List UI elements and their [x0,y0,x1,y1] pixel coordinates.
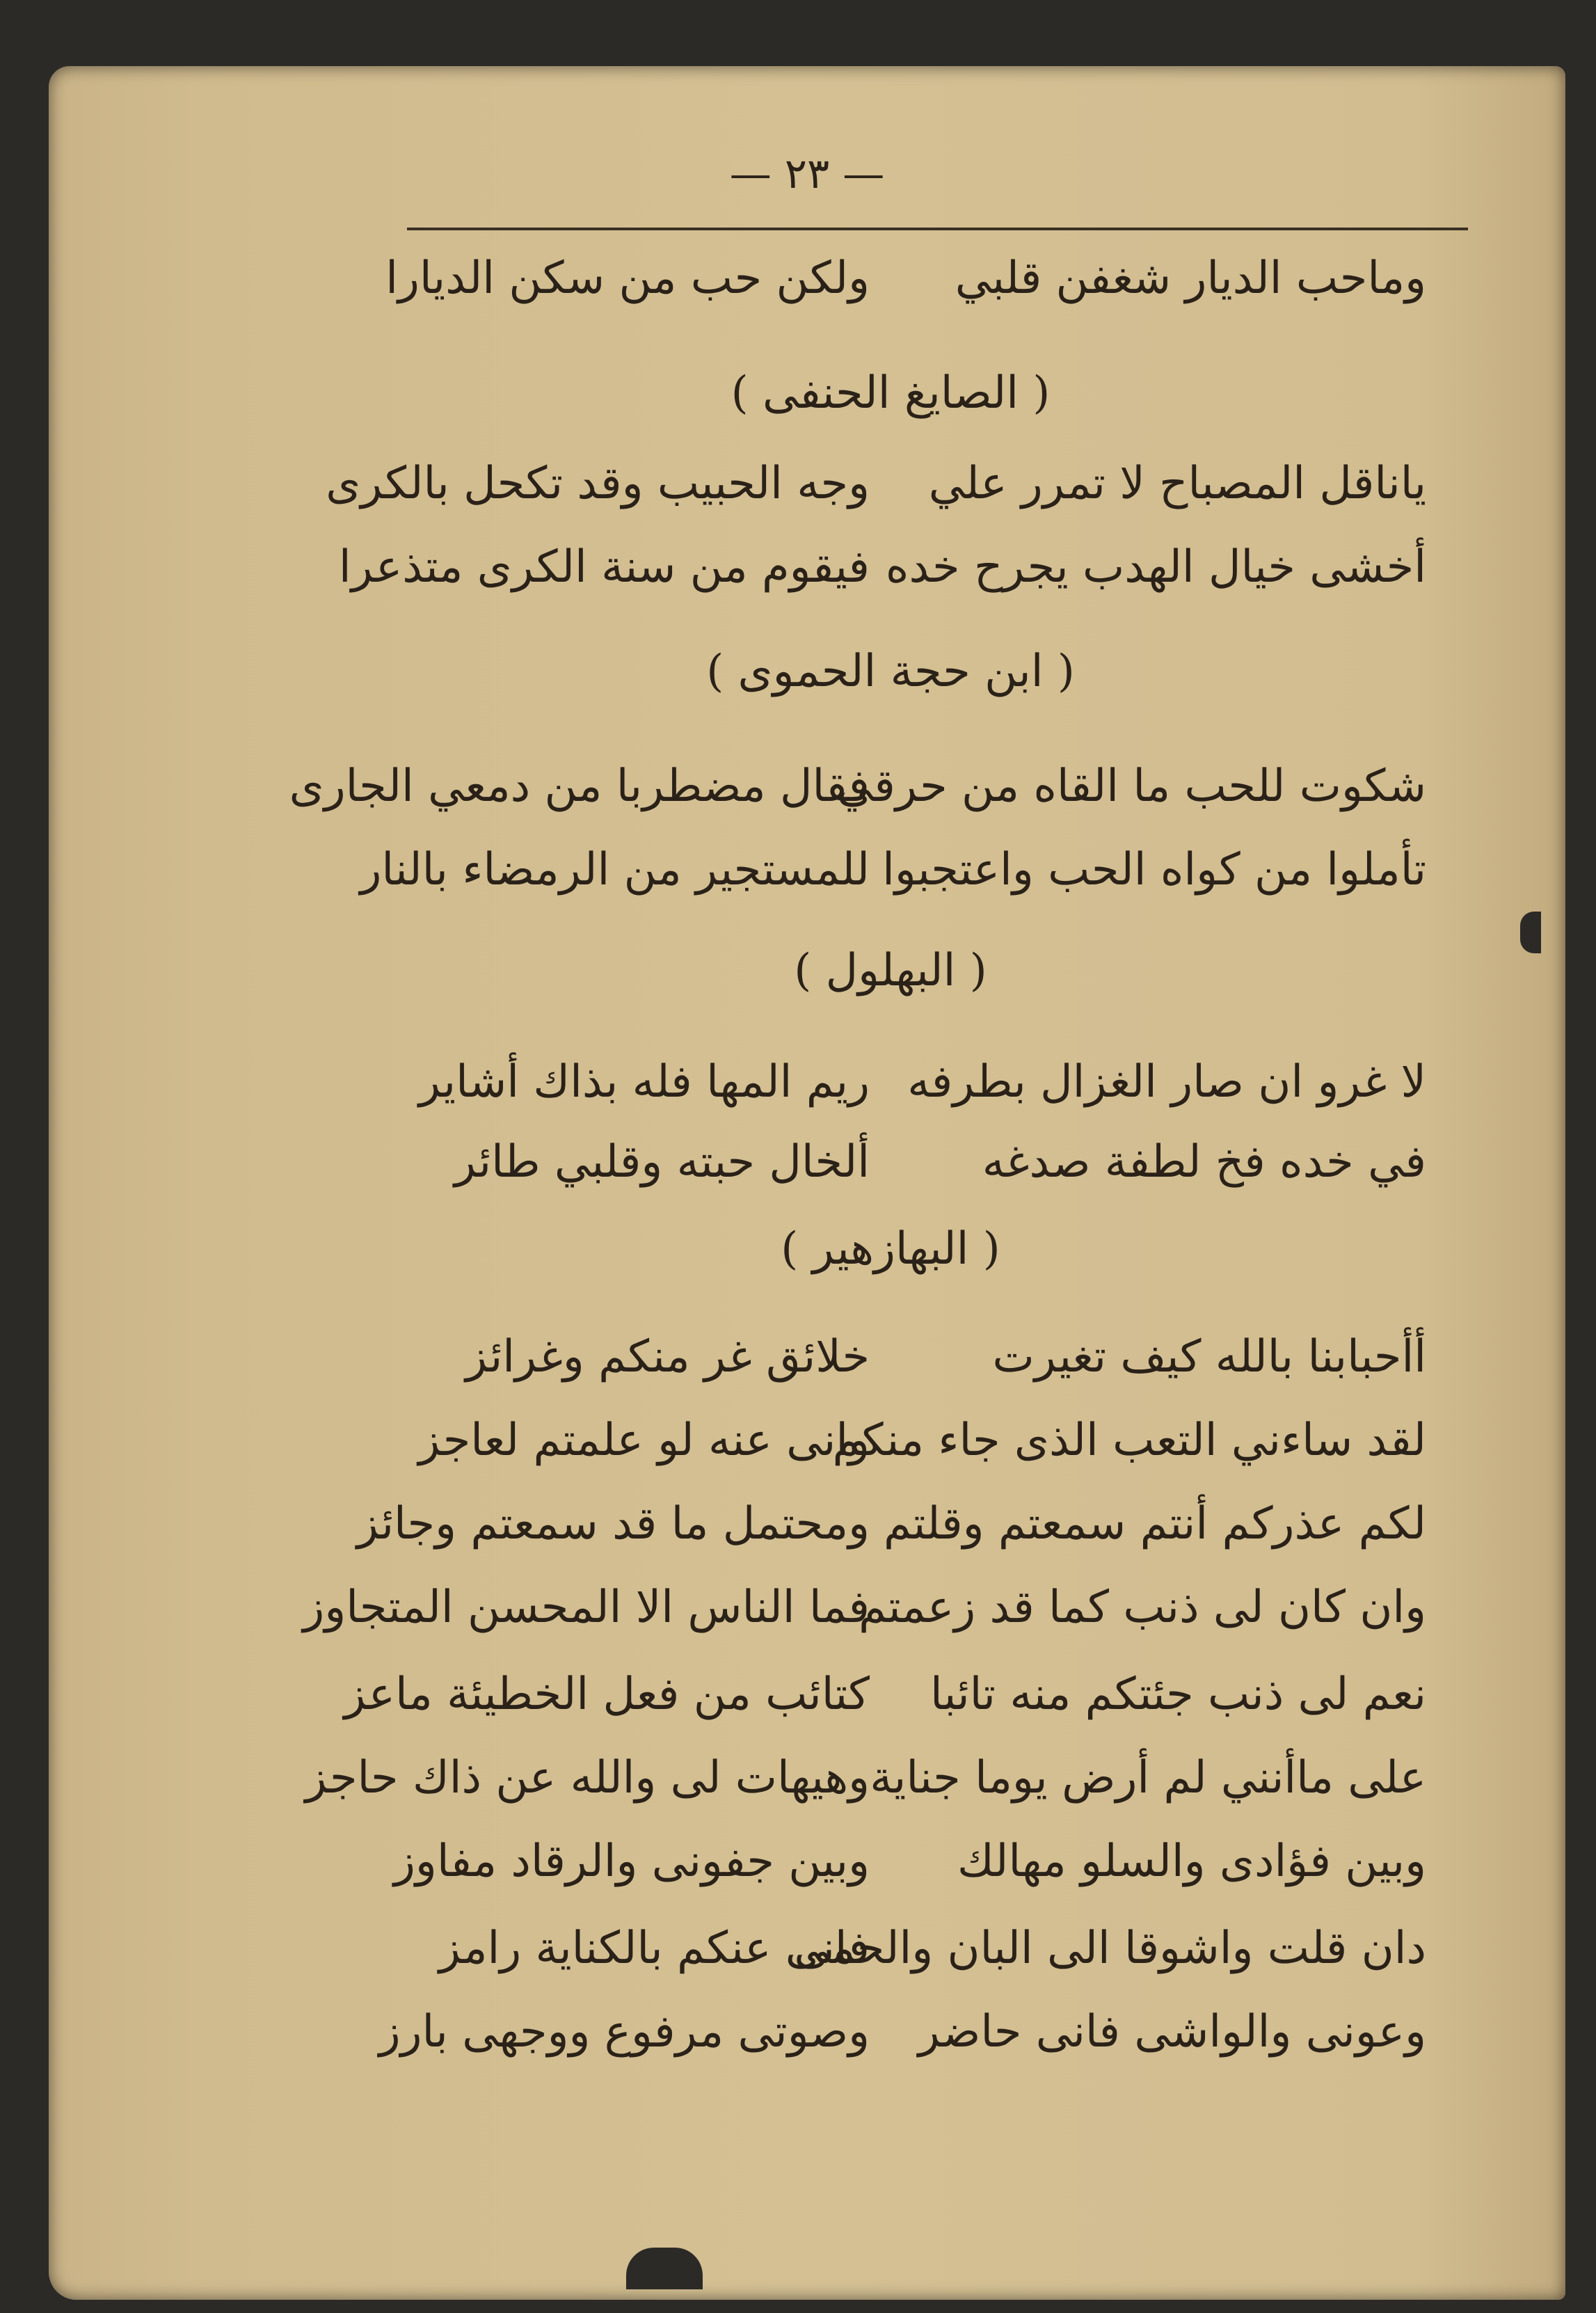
verse-second-hemistich: وجه الحبيب وقد تكحل بالكرى [326,458,870,509]
verse-line [383,240,1426,317]
verse-line [356,1486,1426,1562]
poet-heading: ( ابن حجة الحموى ) [706,646,1075,697]
verse-first-hemistich: وان كان لى ذنب كما قد زعمتم [859,1582,1426,1633]
verse-second-hemistich: كتائب من فعل الخطيئة ماعز [344,1669,870,1720]
verse-second-hemistich: ولكن حب من سكن الديارا [385,253,870,304]
verse-line [305,1740,1426,1816]
verse-first-hemistich: دان قلت واشوقا الى البان والحمى [794,1923,1426,1974]
verse-line [344,1656,1426,1733]
verse-line [303,1569,1426,1646]
verse-line [383,1910,1426,1987]
verse-second-hemistich: للمستجير من الرمضاء بالنار [360,844,870,896]
verse-line [338,529,1426,605]
verse-line [383,1124,1426,1200]
verse-line [383,1402,1426,1479]
verse-second-hemistich: وصوتى مرفوع ووجهى بارز [378,2006,870,2058]
poet-heading: ( البهازهير ) [781,1223,1000,1275]
verse-first-hemistich: لكم عذركم أنتم سمعتم وقلتم [883,1498,1426,1550]
verse-first-hemistich: أأحبابنا بالله كيف تغيرت [992,1331,1426,1383]
verse-first-hemistich: على ماأنني لم أرض يوما جناية [870,1752,1426,1804]
verse-second-hemistich: فقال مضطربا من دمعي الجارى [289,761,870,812]
verse-first-hemistich: أخشى خيال الهدب يجرح خده [885,541,1426,593]
torn-edge [1520,912,1541,953]
torn-edge [626,2248,703,2289]
verse-line [289,748,1426,825]
verse-line [360,832,1426,908]
verse-first-hemistich: وماحب الديار شغفن قلبي [955,253,1426,304]
verse-second-hemistich: ألخال حبته وقلبي طائر [454,1136,870,1188]
verse-second-hemistich: وهيهات لى والله عن ذاك حاجز [305,1752,870,1804]
verse-second-hemistich: ومحتمل ما قد سمعتم وجائز [356,1498,870,1550]
poet-heading: ( البهلول ) [794,945,987,996]
verse-second-hemistich: فما الناس الا المحسن المتجاوز [303,1582,870,1633]
verse-line [378,1994,1426,2070]
verse-first-hemistich: تأملوا من كواه الحب واعتجبوا [882,844,1426,896]
verse-second-hemistich: خلائق غر منكم وغرائز [465,1331,870,1383]
verse-second-hemistich: ريم المها فله بذاك أشاير [418,1056,870,1108]
verse-line [383,1823,1426,1900]
verse-first-hemistich: لا غرو ان صار الغزال بطرفه [907,1056,1426,1108]
verse-second-hemistich: وبين جفونى والرقاد مفاوز [394,1836,870,1887]
poet-heading: ( الصايغ الحنفى ) [731,367,1051,419]
verse-first-hemistich: في خده فخ لطفة صدغه [982,1136,1426,1188]
page-number: — ٢٣ — [729,150,885,198]
header-rule [407,228,1468,230]
verse-first-hemistich: نعم لى ذنب جئتكم منه تائبا [930,1669,1426,1720]
verse-second-hemistich: فانى عنكم بالكناية رامز [438,1923,870,1974]
verse-second-hemistich: وانى عنه لو علمتم لعاجز [418,1415,870,1466]
verse-first-hemistich: لقد ساءني التعب الذى جاء منكم [832,1415,1426,1466]
verse-second-hemistich: فيقوم من سنة الكرى متذعرا [338,541,870,593]
verse-first-hemistich: ياناقل المصباح لا تمرر علي [928,458,1426,509]
verse-line [326,445,1426,522]
verse-first-hemistich: وعونى والواشى فانى حاضر [918,2006,1426,2058]
verse-line [383,1044,1426,1120]
verse-first-hemistich: وبين فؤادى والسلو مهالك [957,1836,1426,1887]
verse-line [383,1319,1426,1395]
verse-first-hemistich: شكوت للحب ما القاه من حرقي [836,761,1426,812]
